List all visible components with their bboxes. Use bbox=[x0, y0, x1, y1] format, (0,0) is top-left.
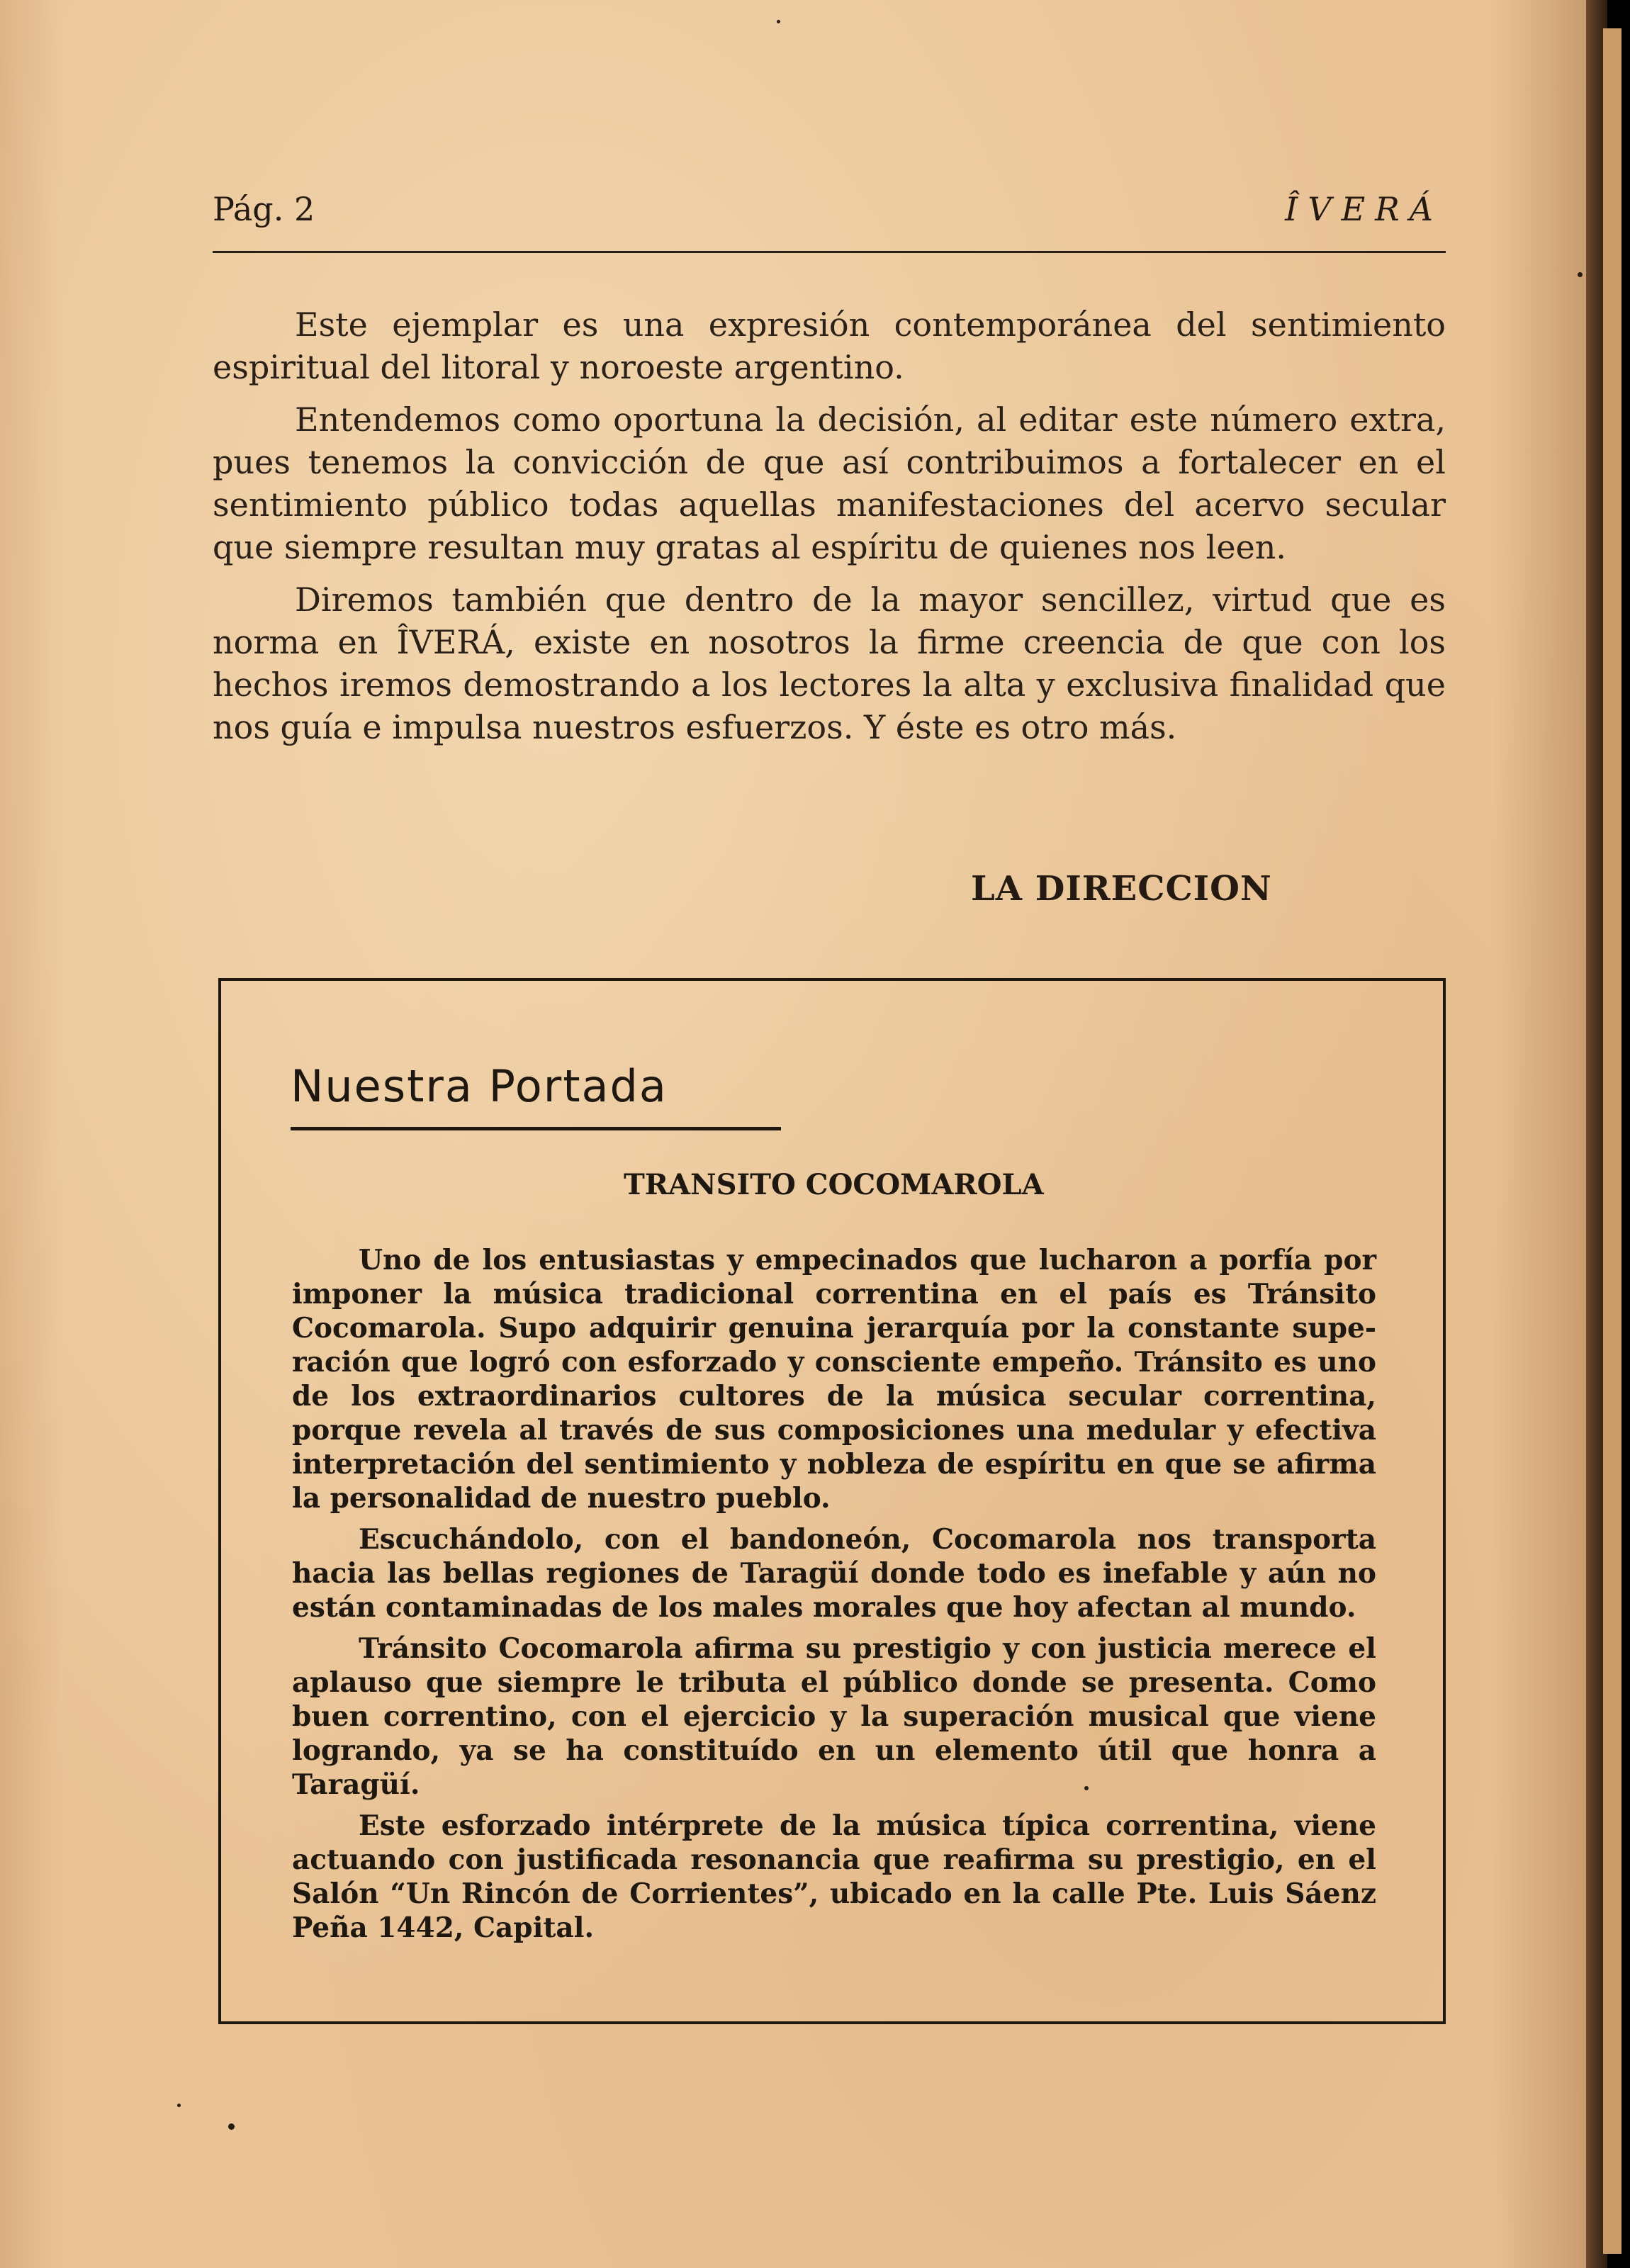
masthead-title: ÎVERÁ bbox=[1285, 190, 1443, 228]
portada-paragraph: Uno de los entusiastas y empecinados que lucharon a porfía por imponer la música tradicional correntina en el país es Tránsito Cocomarola. Supo adquirir genuina jerarquía por la constante superación que logró con esforzado y consciente empeño. Tránsito es uno de los extraordinarios cultores de la música secular correntina, porque revela al través de sus composiciones una medular y efectiva interpretación del sentimiento y nobleza de espíritu en que se afirma la personalidad de nuestro pueblo. bbox=[292, 1244, 1376, 1515]
portada-subtitle: TRANSITO COCOMAROLA bbox=[624, 1168, 1044, 1201]
editorial-paragraph: Este ejemplar es una expresión contemporánea del sentimiento espiritual del litoral y noroeste argentino. bbox=[213, 305, 1446, 386]
editorial-paragraph: Entendemos como oportuna la decisión, al editar este número extra, pues tenemos la convicción de que así contribuimos a fortalecer en el sentimiento público todas aquellas manifestaciones del acervo secular que siempre resultan muy gratas al espíritu de quienes nos leen. bbox=[213, 400, 1446, 566]
portada-title: Nuestra Portada bbox=[291, 1060, 668, 1112]
header-rule bbox=[213, 251, 1446, 253]
page-number: Pág. 2 bbox=[213, 190, 315, 228]
page-header bbox=[213, 190, 1446, 240]
editorial-paragraph: Diremos también que dentro de la mayor sencillez, virtud que es norma en ÎVERÁ, existe en nosotros la firme creencia de que con los hechos iremos demostrando a los lectores la alta y exclusiva finalidad que nos guía e impulsa nuestros esfuerzos. Y éste es otro más. bbox=[213, 580, 1446, 746]
portada-paragraph: Escuchándolo, con el bandoneón, Cocomarola nos transporta hacia las bellas regiones de Taragüí donde todo es inefable y aún no están contaminadas de los males morales que hoy afectan al mundo. bbox=[292, 1523, 1376, 1624]
portada-paragraph: Este esforzado intérprete de la música típica correntina, viene actuando con justificada resonancia que reafirma su prestigio, en el Salón “Un Rincón de Corrientes”, ubicado en la calle Pte. Luis Sáenz Peña 1442, Capital. bbox=[292, 1809, 1376, 1944]
portada-title-underline bbox=[291, 1127, 781, 1130]
editorial-note bbox=[213, 303, 1446, 758]
adjacent-page-edge bbox=[1603, 28, 1621, 2254]
paper-speck bbox=[1578, 272, 1583, 277]
editorial-signature: LA DIRECCION bbox=[971, 869, 1272, 909]
paper-speck bbox=[177, 2104, 181, 2107]
paper-speck bbox=[1084, 1786, 1089, 1790]
paper-speck bbox=[228, 2123, 235, 2130]
portada-paragraph: Tránsito Cocomarola afirma su prestigio y con justicia merece el aplauso que siempre le tributa el público donde se presenta. Como buen correntino, con el ejercicio y la superación musical que viene logrando, ya se ha constituído en un elemento útil que honra a Taragüí. bbox=[292, 1632, 1376, 1801]
paper-speck bbox=[777, 20, 780, 23]
portada-article bbox=[292, 1243, 1376, 1952]
